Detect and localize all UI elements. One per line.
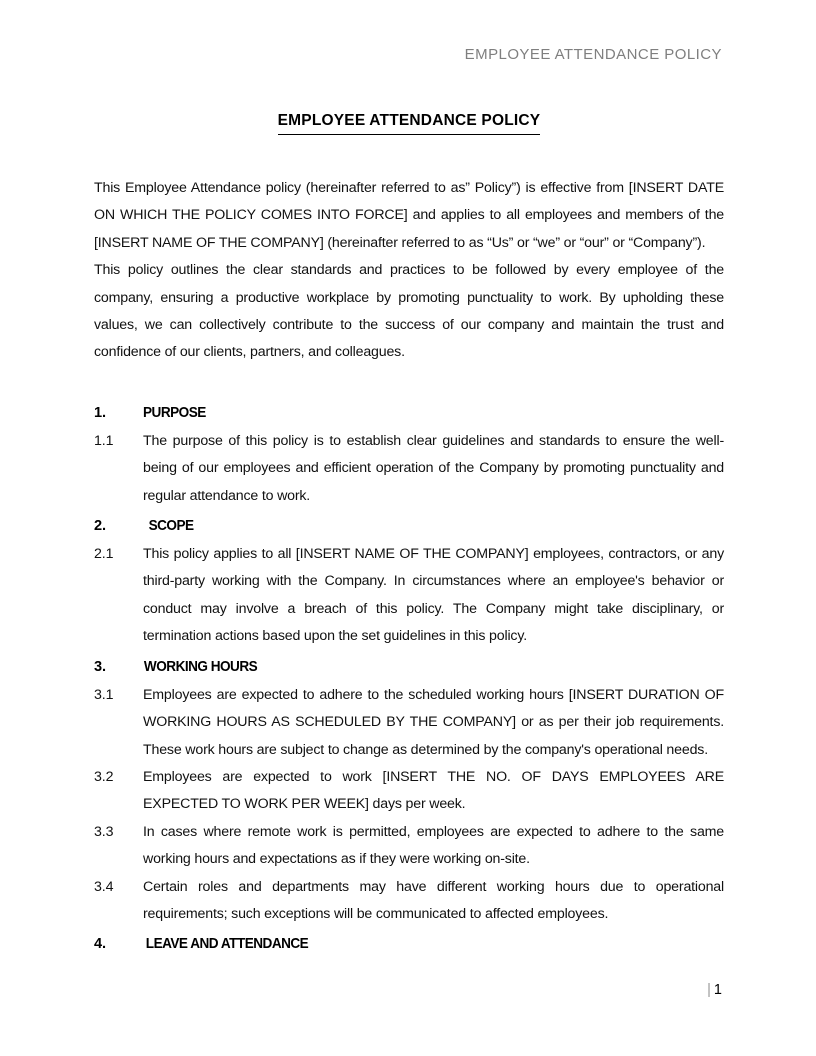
clause-number-3-1: 3.1 bbox=[94, 686, 114, 703]
clause-text-2-1: This policy applies to all [INSERT NAME OF THE COMPANY] employees, contractors, or any third-party working with the Company. In circumstances where an employee's behavior or conduct may involve a breach of this policy. The Company might take disciplinary, or termination actions based upon the set guidelines in this policy. bbox=[143, 546, 724, 645]
section-number-4: 4. bbox=[94, 936, 106, 953]
clause-text-3-1: Employees are expected to adhere to the scheduled working hours [INSERT DURATION OF WORKING HOURS AS SCHEDULED BY THE COMPANY] or as per their job requirements. These work hours are subject to change as determined by the company's operational needs. bbox=[143, 686, 724, 758]
clause-2-1 bbox=[94, 541, 724, 651]
clause-3-2 bbox=[94, 764, 724, 819]
clause-text-3-4: Certain roles and departments may have different working hours due to operational requirements; such exceptions will be communicated to affected employees. bbox=[143, 878, 724, 922]
section-heading-4 bbox=[94, 931, 724, 957]
section-number-1: 1. bbox=[94, 404, 106, 421]
section-number-2: 2. bbox=[94, 518, 106, 535]
clause-text-3-2: Employees are expected to work [INSERT THE NO. OF DAYS EMPLOYEES ARE EXPECTED TO WORK PER WEEK] days per week. bbox=[143, 768, 724, 813]
clause-number-3-3: 3.3 bbox=[94, 823, 114, 840]
section-heading-1 bbox=[94, 400, 724, 426]
section-title-3: WORKING HOURS bbox=[143, 658, 258, 675]
running-header: EMPLOYEE ATTENDANCE POLICY bbox=[464, 46, 722, 63]
spacer bbox=[94, 367, 724, 397]
clause-text-1-1: The purpose of this policy is to establish clear guidelines and standards to ensure the well-being of our employees and efficient operation of the Company by promoting punctuality and regular attendance to work. bbox=[143, 432, 724, 504]
footer-page-number: 1 bbox=[713, 982, 722, 998]
clause-number-2-1: 2.1 bbox=[94, 546, 114, 563]
clause-3-4 bbox=[94, 874, 724, 929]
clause-3-3 bbox=[94, 819, 724, 874]
clause-number-1-1: 1.1 bbox=[94, 432, 114, 449]
section-number-3: 3. bbox=[94, 658, 106, 675]
clause-number-3-2: 3.2 bbox=[94, 768, 114, 785]
document-body bbox=[94, 110, 724, 959]
intro-paragraph-2: This policy outlines the clear standards and practices to be followed by every employee of the company, ensuring a productive workplace by promoting punctuality to work. By upholding these values, we can collectively contribute to the success of our company and maintain the trust and confidence of our clients, partners, and colleagues. bbox=[94, 262, 724, 361]
clause-text-3-3: In cases where remote work is permitted, employees are expected to adhere to the same working hours and expectations as if they were working on-site. bbox=[143, 823, 724, 868]
section-title-1: PURPOSE bbox=[143, 404, 206, 421]
page-title bbox=[94, 110, 724, 135]
clause-number-3-4: 3.4 bbox=[94, 878, 114, 895]
intro-paragraph-1: This Employee Attendance policy (hereinafter referred to as” Policy”) is effective from [INSERT DATE ON WHICH THE POLICY COMES INTO FORCE] and applies to all employees and members of the [INSERT NAME OF THE COMPANY] (hereinafter referred to as “Us” or “we” or “our” or “Company”). bbox=[94, 180, 724, 251]
page-title-text: EMPLOYEE ATTENDANCE POLICY bbox=[278, 110, 541, 135]
footer-separator: | bbox=[707, 982, 711, 998]
clause-3-1 bbox=[94, 682, 724, 764]
section-heading-3 bbox=[94, 654, 724, 680]
section-title-4: LEAVE AND ATTENDANCE bbox=[145, 936, 309, 953]
section-title-2: SCOPE bbox=[148, 518, 194, 535]
clause-1-1 bbox=[94, 428, 724, 510]
section-heading-2 bbox=[94, 513, 724, 539]
page-footer bbox=[94, 981, 722, 999]
